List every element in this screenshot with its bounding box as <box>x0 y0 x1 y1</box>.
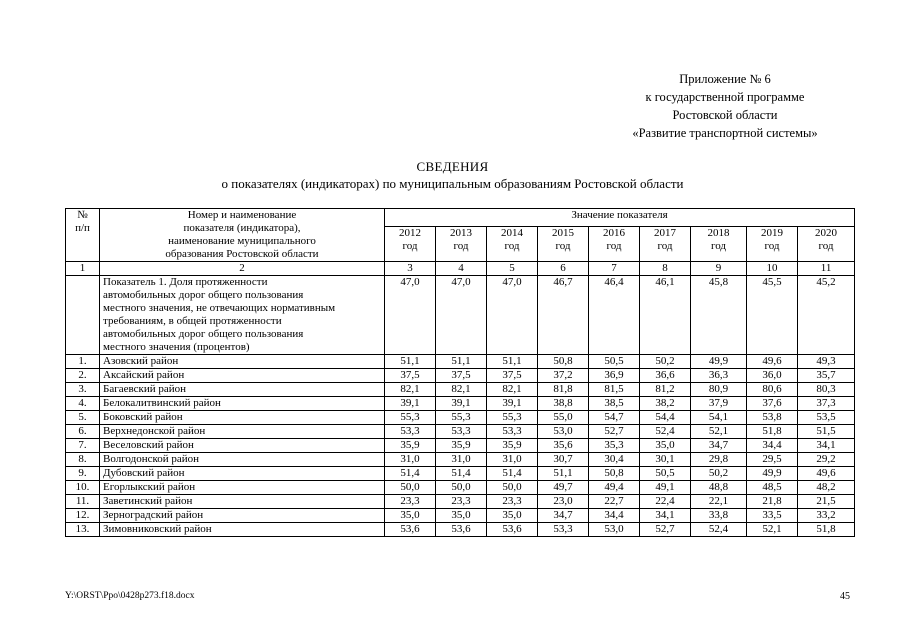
header-value-group: Значение показателя <box>385 209 855 227</box>
table-row <box>66 481 855 495</box>
value-cell: 30,4 <box>589 453 640 467</box>
value-cell: 21,5 <box>798 495 855 509</box>
document-title <box>0 158 905 192</box>
value-cell: 35,9 <box>487 439 538 453</box>
table-row <box>66 509 855 523</box>
indicator-value-cell: 45,5 <box>747 276 798 355</box>
header-year-suffix: год <box>606 240 622 253</box>
value-cell: 36,9 <box>589 369 640 383</box>
column-number-row <box>66 262 855 276</box>
header-year: 2017 <box>654 227 676 240</box>
header-year-cell <box>589 227 640 262</box>
value-cell: 51,4 <box>436 467 487 481</box>
row-number-cell: 4. <box>66 397 100 411</box>
appendix-line-2: к государственной программе <box>645 90 805 104</box>
column-number-cell: 6 <box>538 262 589 276</box>
header-year-suffix: год <box>657 240 673 253</box>
header-year-cell <box>747 227 798 262</box>
value-cell: 36,6 <box>640 369 691 383</box>
value-cell: 49,1 <box>640 481 691 495</box>
value-cell: 51,4 <box>385 467 436 481</box>
value-cell: 81,8 <box>538 383 589 397</box>
header-year-cell <box>385 227 436 262</box>
value-cell: 48,2 <box>798 481 855 495</box>
header-year: 2018 <box>707 227 730 240</box>
value-cell: 48,8 <box>691 481 747 495</box>
value-cell: 39,1 <box>487 397 538 411</box>
value-cell: 38,2 <box>640 397 691 411</box>
table-row <box>66 411 855 425</box>
value-cell: 51,1 <box>385 355 436 369</box>
table-row <box>66 383 855 397</box>
value-cell: 53,3 <box>487 425 538 439</box>
header-year-suffix: год <box>453 240 469 253</box>
row-number-cell: 2. <box>66 369 100 383</box>
footer-page-number: 45 <box>840 591 850 602</box>
value-cell: 53,3 <box>385 425 436 439</box>
value-cell: 21,8 <box>747 495 798 509</box>
value-cell: 37,5 <box>436 369 487 383</box>
appendix-line-1: Приложение № 6 <box>679 72 771 86</box>
appendix-line-3: Ростовской области <box>672 108 778 122</box>
column-number-cell: 10 <box>747 262 798 276</box>
value-cell: 82,1 <box>385 383 436 397</box>
value-cell: 33,8 <box>691 509 747 523</box>
value-cell: 54,7 <box>589 411 640 425</box>
header-year-suffix: год <box>818 240 834 253</box>
district-name-cell: Егорлыкский район <box>100 481 385 495</box>
value-cell: 53,6 <box>487 523 538 537</box>
row-number-cell: 7. <box>66 439 100 453</box>
column-number-cell: 2 <box>100 262 385 276</box>
value-cell: 33,2 <box>798 509 855 523</box>
value-cell: 39,1 <box>385 397 436 411</box>
value-cell: 52,7 <box>589 425 640 439</box>
value-cell: 53,6 <box>436 523 487 537</box>
value-cell: 31,0 <box>385 453 436 467</box>
header-num-line-2: п/п <box>75 222 90 234</box>
header-year-cell <box>538 227 589 262</box>
table-row <box>66 453 855 467</box>
value-cell: 53,3 <box>436 425 487 439</box>
value-cell: 53,3 <box>538 523 589 537</box>
value-cell: 34,4 <box>589 509 640 523</box>
value-cell: 50,5 <box>589 355 640 369</box>
value-cell: 52,4 <box>640 425 691 439</box>
value-cell: 51,8 <box>747 425 798 439</box>
header-year: 2015 <box>552 227 574 240</box>
indicator-name-line: автомобильных дорог общего пользования <box>103 328 304 340</box>
district-name-cell: Белокалитвинский район <box>100 397 385 411</box>
value-cell: 34,4 <box>747 439 798 453</box>
district-name-cell: Зерноградский район <box>100 509 385 523</box>
district-name-cell: Аксайский район <box>100 369 385 383</box>
value-cell: 23,3 <box>436 495 487 509</box>
district-name-cell: Верхнедонской район <box>100 425 385 439</box>
indicator-value-cell: 46,7 <box>538 276 589 355</box>
indicator-value-cell: 45,2 <box>798 276 855 355</box>
header-year: 2020 <box>815 227 838 240</box>
header-name-line-1: Номер и наименование <box>187 209 297 221</box>
table-body <box>66 209 855 537</box>
header-year-cell <box>798 227 855 262</box>
value-cell: 37,5 <box>385 369 436 383</box>
header-year: 2019 <box>761 227 783 240</box>
value-cell: 55,3 <box>436 411 487 425</box>
value-cell: 36,0 <box>747 369 798 383</box>
value-cell: 34,7 <box>538 509 589 523</box>
value-cell: 37,2 <box>538 369 589 383</box>
value-cell: 50,0 <box>487 481 538 495</box>
value-cell: 35,9 <box>436 439 487 453</box>
value-cell: 82,1 <box>436 383 487 397</box>
value-cell: 35,9 <box>385 439 436 453</box>
header-name-line-4: образования Ростовской области <box>165 248 319 260</box>
column-number-cell: 9 <box>691 262 747 276</box>
district-name-cell: Боковский район <box>100 411 385 425</box>
table-row <box>66 397 855 411</box>
header-year: 2014 <box>501 227 523 240</box>
value-cell: 53,5 <box>798 411 855 425</box>
value-cell: 34,1 <box>640 509 691 523</box>
value-cell: 50,8 <box>589 467 640 481</box>
header-year: 2016 <box>603 227 625 240</box>
value-cell: 31,0 <box>487 453 538 467</box>
value-cell: 29,2 <box>798 453 855 467</box>
value-cell: 50,8 <box>538 355 589 369</box>
value-cell: 49,9 <box>691 355 747 369</box>
value-cell: 51,5 <box>798 425 855 439</box>
value-cell: 30,7 <box>538 453 589 467</box>
header-name-cell <box>100 209 385 262</box>
value-cell: 55,3 <box>385 411 436 425</box>
value-cell: 35,6 <box>538 439 589 453</box>
indicator-table <box>65 208 855 537</box>
row-number-cell: 11. <box>66 495 100 509</box>
row-number-cell: 9. <box>66 467 100 481</box>
header-name-line-3: наименование муниципального <box>168 235 316 247</box>
row-number-cell: 6. <box>66 425 100 439</box>
table-row <box>66 495 855 509</box>
header-year-cell <box>691 227 747 262</box>
district-name-cell: Зимовниковский район <box>100 523 385 537</box>
value-cell: 52,7 <box>640 523 691 537</box>
column-number-cell: 11 <box>798 262 855 276</box>
footer-file-path: Y:\ORST\Ppo\0428p273.f18.docx <box>65 591 195 601</box>
value-cell: 35,3 <box>589 439 640 453</box>
value-cell: 54,1 <box>691 411 747 425</box>
value-cell: 37,9 <box>691 397 747 411</box>
header-year-suffix: год <box>555 240 571 253</box>
value-cell: 36,3 <box>691 369 747 383</box>
header-year-suffix: год <box>402 240 418 253</box>
value-cell: 53,8 <box>747 411 798 425</box>
value-cell: 35,0 <box>385 509 436 523</box>
header-year-suffix: год <box>504 240 520 253</box>
indicator-name-line: местного значения, не отвечающих нормативным <box>103 302 336 314</box>
value-cell: 29,5 <box>747 453 798 467</box>
row-number-cell: 8. <box>66 453 100 467</box>
indicator-name-line: местного значения (процентов) <box>103 341 250 353</box>
row-number-cell: 10. <box>66 481 100 495</box>
row-number-cell: 13. <box>66 523 100 537</box>
value-cell: 53,6 <box>385 523 436 537</box>
value-cell: 31,0 <box>436 453 487 467</box>
value-cell: 51,8 <box>798 523 855 537</box>
value-cell: 51,1 <box>538 467 589 481</box>
header-year-cell <box>640 227 691 262</box>
value-cell: 55,0 <box>538 411 589 425</box>
value-cell: 52,1 <box>747 523 798 537</box>
value-cell: 39,1 <box>436 397 487 411</box>
header-year-suffix: год <box>710 240 727 253</box>
indicator-name-line: требованиям, в общей протяженности <box>103 315 282 327</box>
column-number-cell: 3 <box>385 262 436 276</box>
value-cell: 34,7 <box>691 439 747 453</box>
value-cell: 23,0 <box>538 495 589 509</box>
value-cell: 23,3 <box>487 495 538 509</box>
value-cell: 22,7 <box>589 495 640 509</box>
value-cell: 38,8 <box>538 397 589 411</box>
header-year-cell <box>487 227 538 262</box>
value-cell: 55,3 <box>487 411 538 425</box>
appendix-line-4: «Развитие транспортной системы» <box>632 126 818 140</box>
value-cell: 52,4 <box>691 523 747 537</box>
value-cell: 51,1 <box>487 355 538 369</box>
value-cell: 49,6 <box>798 467 855 481</box>
district-name-cell: Дубовский район <box>100 467 385 481</box>
title-sub: о показателях (индикаторах) по муниципальным образованиям Ростовской области <box>221 176 684 191</box>
header-year: 2012 <box>399 227 421 240</box>
header-year-cell <box>436 227 487 262</box>
indicator-value-cell: 45,8 <box>691 276 747 355</box>
value-cell: 49,9 <box>747 467 798 481</box>
value-cell: 50,2 <box>691 467 747 481</box>
value-cell: 54,4 <box>640 411 691 425</box>
value-cell: 34,1 <box>798 439 855 453</box>
row-number-cell: 12. <box>66 509 100 523</box>
value-cell: 49,6 <box>747 355 798 369</box>
value-cell: 50,0 <box>436 481 487 495</box>
value-cell: 53,0 <box>589 523 640 537</box>
column-number-cell: 1 <box>66 262 100 276</box>
row-number-cell: 1. <box>66 355 100 369</box>
value-cell: 51,4 <box>487 467 538 481</box>
header-year-suffix: год <box>764 240 780 253</box>
value-cell: 35,7 <box>798 369 855 383</box>
indicator-value-cell: 47,0 <box>487 276 538 355</box>
district-name-cell: Багаевский район <box>100 383 385 397</box>
value-cell: 50,0 <box>385 481 436 495</box>
district-name-cell: Заветинский район <box>100 495 385 509</box>
column-number-cell: 5 <box>487 262 538 276</box>
table-row <box>66 523 855 537</box>
value-cell: 33,5 <box>747 509 798 523</box>
value-cell: 80,3 <box>798 383 855 397</box>
indicator-name-line: автомобильных дорог общего пользования <box>103 289 304 301</box>
appendix-block <box>560 70 890 142</box>
value-cell: 30,1 <box>640 453 691 467</box>
value-cell: 23,3 <box>385 495 436 509</box>
row-number-cell: 5. <box>66 411 100 425</box>
value-cell: 51,1 <box>436 355 487 369</box>
value-cell: 80,6 <box>747 383 798 397</box>
indicator-name-cell <box>100 276 385 355</box>
value-cell: 29,8 <box>691 453 747 467</box>
value-cell: 52,1 <box>691 425 747 439</box>
table-row <box>66 355 855 369</box>
column-number-cell: 4 <box>436 262 487 276</box>
district-name-cell: Волгодонской район <box>100 453 385 467</box>
header-num-cell <box>66 209 100 262</box>
value-cell: 50,5 <box>640 467 691 481</box>
column-number-cell: 7 <box>589 262 640 276</box>
value-cell: 38,5 <box>589 397 640 411</box>
indicator-num-cell <box>66 276 100 355</box>
value-cell: 35,0 <box>436 509 487 523</box>
column-number-cell: 8 <box>640 262 691 276</box>
table-row <box>66 467 855 481</box>
row-number-cell: 3. <box>66 383 100 397</box>
table-row <box>66 425 855 439</box>
value-cell: 35,0 <box>640 439 691 453</box>
indicator-value-cell: 47,0 <box>436 276 487 355</box>
value-cell: 22,1 <box>691 495 747 509</box>
value-cell: 81,2 <box>640 383 691 397</box>
value-cell: 49,7 <box>538 481 589 495</box>
header-num-line-1: № <box>77 209 88 221</box>
value-cell: 48,5 <box>747 481 798 495</box>
title-main: СВЕДЕНИЯ <box>416 159 489 174</box>
indicator-value-cell: 46,1 <box>640 276 691 355</box>
value-cell: 82,1 <box>487 383 538 397</box>
value-cell: 81,5 <box>589 383 640 397</box>
table-row <box>66 369 855 383</box>
value-cell: 49,3 <box>798 355 855 369</box>
header-year: 2013 <box>450 227 472 240</box>
value-cell: 37,6 <box>747 397 798 411</box>
indicator-name-line: Показатель 1. Доля протяженности <box>103 276 268 288</box>
district-name-cell: Азовский район <box>100 355 385 369</box>
value-cell: 35,0 <box>487 509 538 523</box>
value-cell: 22,4 <box>640 495 691 509</box>
value-cell: 37,3 <box>798 397 855 411</box>
indicator-row <box>66 276 855 355</box>
value-cell: 50,2 <box>640 355 691 369</box>
indicator-value-cell: 46,4 <box>589 276 640 355</box>
header-name-line-2: показателя (индикатора), <box>183 222 301 234</box>
header-row-1 <box>66 209 855 227</box>
table-row <box>66 439 855 453</box>
value-cell: 37,5 <box>487 369 538 383</box>
value-cell: 53,0 <box>538 425 589 439</box>
value-cell: 49,4 <box>589 481 640 495</box>
value-cell: 80,9 <box>691 383 747 397</box>
indicator-value-cell: 47,0 <box>385 276 436 355</box>
district-name-cell: Веселовский район <box>100 439 385 453</box>
